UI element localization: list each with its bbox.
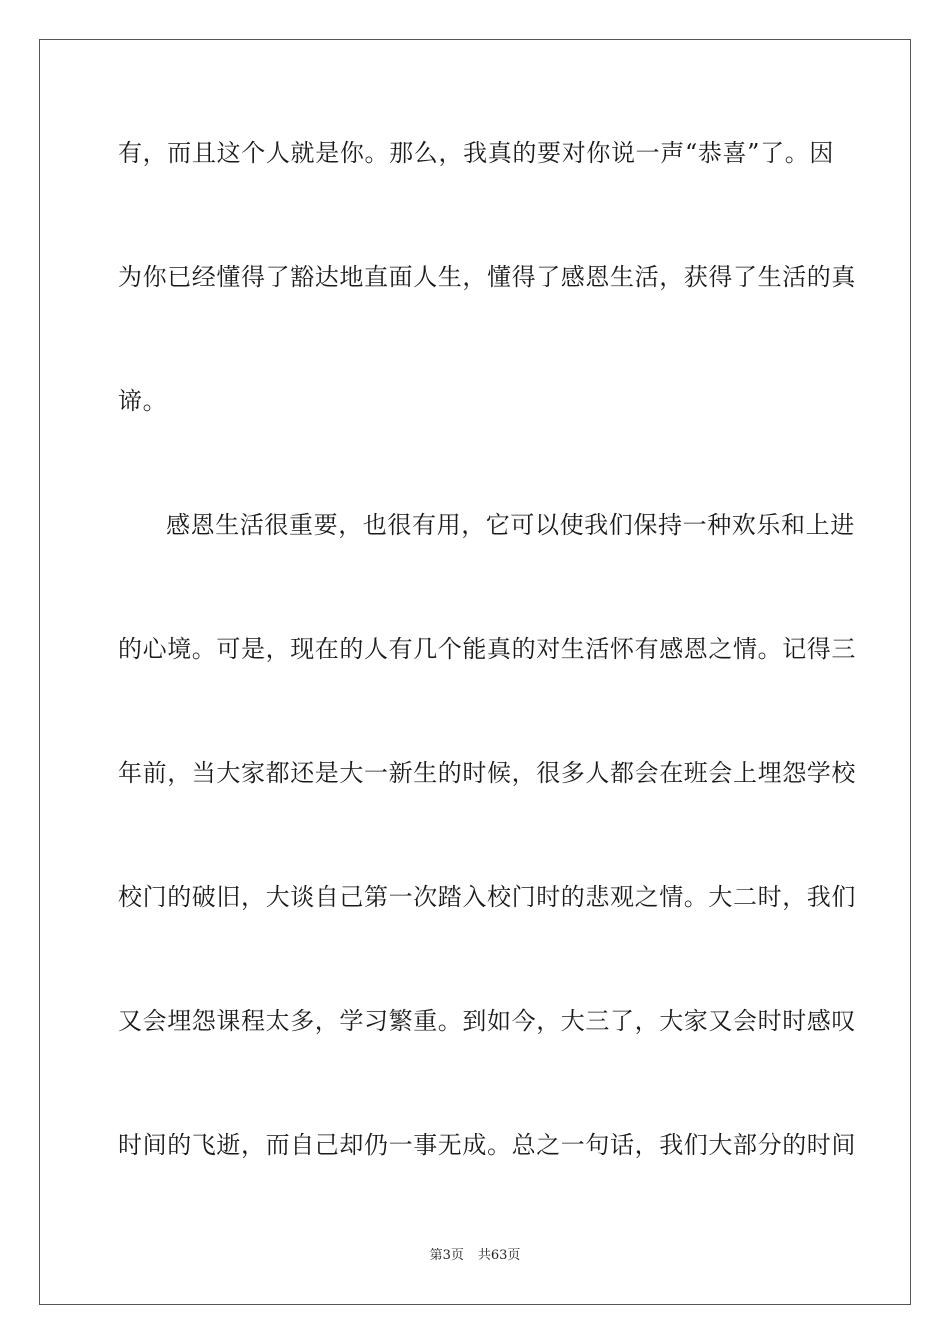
page-total: 共63页 — [477, 1248, 521, 1263]
body-text-line: 为你已经懂得了豁达地直面人生，懂得了感恩生活，获得了生活的真 — [118, 263, 856, 291]
page-border — [39, 39, 911, 1305]
body-text-line: 有，而且这个人就是你。那么，我真的要对你说一声“恭喜”了。因 — [118, 139, 834, 167]
paragraph-first-line: 感恩生活很重要，也很有用，它可以使我们保持一种欢乐和上进 — [166, 511, 855, 539]
body-text-line: 时间的飞逝，而自己却仍一事无成。总之一句话，我们大部分的时间 — [118, 1131, 856, 1159]
page-footer — [0, 1248, 950, 1264]
body-text-line: 校门的破旧，大谈自己第一次踏入校门时的悲观之情。大二时，我们 — [118, 883, 856, 911]
body-text-line: 谛。 — [118, 387, 168, 415]
page-number: 第3页 — [429, 1248, 464, 1263]
body-text-line: 的心境。可是，现在的人有几个能真的对生活怀有感恩之情。记得三 — [118, 635, 856, 663]
body-text-line: 又会埋怨课程太多，学习繁重。到如今，大三了，大家又会时时感叹 — [118, 1007, 856, 1035]
body-text-line: 年前，当大家都还是大一新生的时候，很多人都会在班会上埋怨学校 — [118, 759, 856, 787]
